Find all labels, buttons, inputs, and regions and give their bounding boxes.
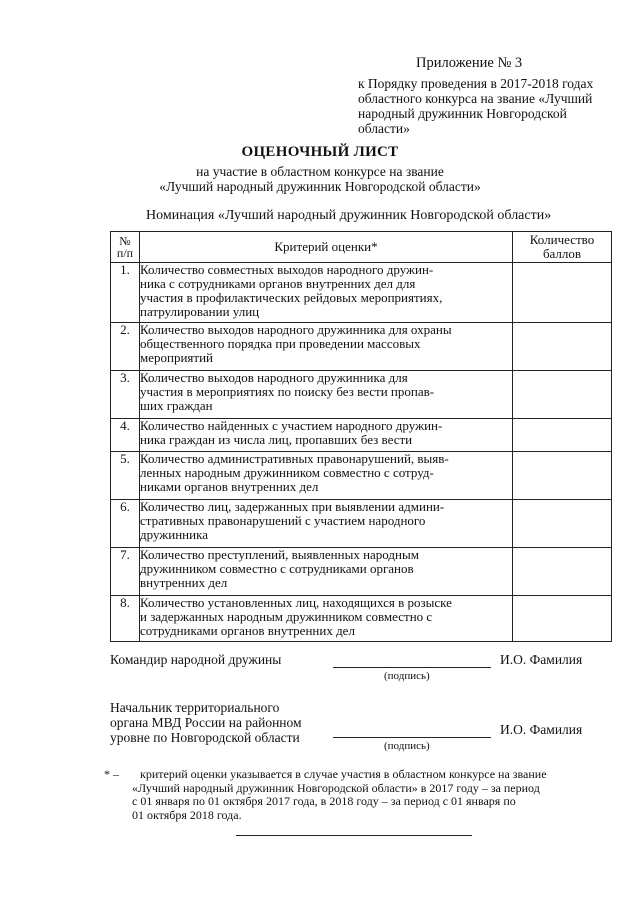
chief-signature-line[interactable] bbox=[333, 737, 491, 738]
chief-label-line: Начальник территориального bbox=[110, 700, 280, 715]
table-row bbox=[111, 323, 612, 371]
bottom-divider bbox=[236, 835, 472, 836]
row-number: 2. bbox=[111, 323, 140, 371]
row-criterion bbox=[140, 263, 513, 323]
header-score-line: баллов bbox=[542, 246, 582, 261]
row-criterion bbox=[140, 500, 513, 548]
score-cell[interactable] bbox=[513, 452, 612, 500]
nomination: Номинация «Лучший народный дружинник Новгородской области» bbox=[146, 208, 552, 223]
document-title: ОЦЕНОЧНЫЙ ЛИСТ bbox=[241, 144, 399, 160]
criterion-line: дружинника bbox=[140, 527, 208, 542]
appendix-line: народный дружинник Новгородской bbox=[358, 106, 567, 121]
criterion-line: ших граждан bbox=[140, 398, 213, 413]
table-row bbox=[111, 371, 612, 419]
commander-label: Командир народной дружины bbox=[110, 652, 282, 667]
score-cell[interactable] bbox=[513, 371, 612, 419]
appendix-number: Приложение № 3 bbox=[416, 55, 523, 71]
criterion-line: внутренних дел bbox=[140, 575, 228, 590]
row-criterion bbox=[140, 419, 513, 452]
score-cell[interactable] bbox=[513, 263, 612, 323]
criterion-line: стративных правонарушений с участием народного bbox=[140, 513, 426, 528]
signature-caption: (подпись) bbox=[384, 740, 430, 752]
table-row bbox=[111, 452, 612, 500]
chief-label-line: уровне по Новгородской области bbox=[110, 730, 300, 745]
footnote-line: критерий оценки указывается в случае участия в областном конкурсе на звание bbox=[140, 767, 547, 781]
row-criterion bbox=[140, 596, 513, 642]
chief-name: И.О. Фамилия bbox=[500, 722, 583, 737]
criterion-line: участия в мероприятиях по поиску без вести пропав- bbox=[140, 384, 435, 399]
header-number bbox=[111, 232, 140, 263]
document-subtitle bbox=[0, 164, 640, 194]
subtitle-line: на участие в областном конкурсе на звание bbox=[196, 164, 444, 179]
criterion-line: общественного порядка при проведении массовых bbox=[140, 336, 421, 351]
row-criterion bbox=[140, 371, 513, 419]
score-cell[interactable] bbox=[513, 548, 612, 596]
criterion-line: Количество найденных с участием народного дружин- bbox=[140, 418, 443, 433]
criterion-line: ника граждан из числа лиц, пропавших без вести bbox=[140, 432, 413, 447]
criterion-line: дружинником совместно с сотрудниками органов bbox=[140, 561, 414, 576]
criterion-line: Количество лиц, задержанных при выявлении админи- bbox=[140, 499, 445, 514]
signature-caption: (подпись) bbox=[384, 670, 430, 682]
row-criterion bbox=[140, 323, 513, 371]
criterion-line: ленных народным дружинником совместно с сотруд- bbox=[140, 465, 434, 480]
criterion-line: Количество выходов народного дружинника для охраны bbox=[140, 322, 452, 337]
appendix-block bbox=[358, 56, 608, 136]
row-number: 4. bbox=[111, 419, 140, 452]
header-score-line: Количество bbox=[529, 232, 595, 247]
table-row bbox=[111, 419, 612, 452]
table-row bbox=[111, 596, 612, 642]
row-criterion bbox=[140, 548, 513, 596]
row-criterion bbox=[140, 452, 513, 500]
criterion-line: Количество выходов народного дружинника для bbox=[140, 370, 408, 385]
chief-label bbox=[110, 700, 302, 745]
appendix-line: к Порядку проведения в 2017-2018 годах bbox=[358, 76, 594, 91]
row-number: 6. bbox=[111, 500, 140, 548]
row-number: 7. bbox=[111, 548, 140, 596]
criterion-line: сотрудниками органов внутренних дел bbox=[140, 623, 355, 638]
header-criterion: Критерий оценки* bbox=[140, 232, 513, 263]
criterion-line: мероприятий bbox=[140, 350, 213, 365]
footnote-line: с 01 января по 01 октября 2017 года, в 2018 году – за период с 01 января по bbox=[132, 794, 516, 808]
criterion-line: Количество преступлений, выявленных народным bbox=[140, 547, 419, 562]
header-number-line: № bbox=[119, 234, 131, 248]
row-number: 1. bbox=[111, 263, 140, 323]
chief-label-line: органа МВД России на районном bbox=[110, 715, 302, 730]
header-number-line: п/п bbox=[116, 246, 134, 260]
footnote-mark: * – bbox=[104, 767, 119, 781]
score-cell[interactable] bbox=[513, 323, 612, 371]
criterion-line: и задержанных народным дружинником совместно с bbox=[140, 609, 433, 624]
commander-signature-line[interactable] bbox=[333, 667, 491, 668]
appendix-line: областного конкурса на звание «Лучший bbox=[358, 91, 593, 106]
score-cell[interactable] bbox=[513, 500, 612, 548]
table-row bbox=[111, 263, 612, 323]
criteria-table bbox=[110, 231, 612, 642]
subtitle-line: «Лучший народный дружинник Новгородской области» bbox=[159, 179, 481, 194]
score-cell[interactable] bbox=[513, 596, 612, 642]
table-header-row bbox=[111, 232, 612, 263]
footnote bbox=[104, 767, 588, 822]
commander-name: И.О. Фамилия bbox=[500, 652, 583, 667]
row-number: 3. bbox=[111, 371, 140, 419]
criterion-line: патрулировании улиц bbox=[140, 304, 260, 319]
row-number: 8. bbox=[111, 596, 140, 642]
criterion-line: ника с сотрудниками органов внутренних дел для bbox=[140, 276, 416, 291]
row-number: 5. bbox=[111, 452, 140, 500]
table-row bbox=[111, 500, 612, 548]
criterion-line: участия в профилактических рейдовых мероприятиях, bbox=[140, 290, 443, 305]
footnote-line: «Лучший народный дружинник Новгородской области» в 2017 году – за период bbox=[132, 780, 540, 795]
criterion-line: Количество совместных выходов народного дружин- bbox=[140, 262, 434, 277]
appendix-line: области» bbox=[358, 121, 410, 136]
criterion-line: Количество административных правонарушений, выяв- bbox=[140, 451, 449, 466]
criterion-line: никами органов внутренних дел bbox=[140, 479, 319, 494]
footnote-line: 01 октября 2018 года. bbox=[132, 807, 242, 822]
table-row bbox=[111, 548, 612, 596]
header-score bbox=[513, 232, 612, 263]
criterion-line: Количество установленных лиц, находящихся в розыске bbox=[140, 595, 452, 610]
score-cell[interactable] bbox=[513, 419, 612, 452]
